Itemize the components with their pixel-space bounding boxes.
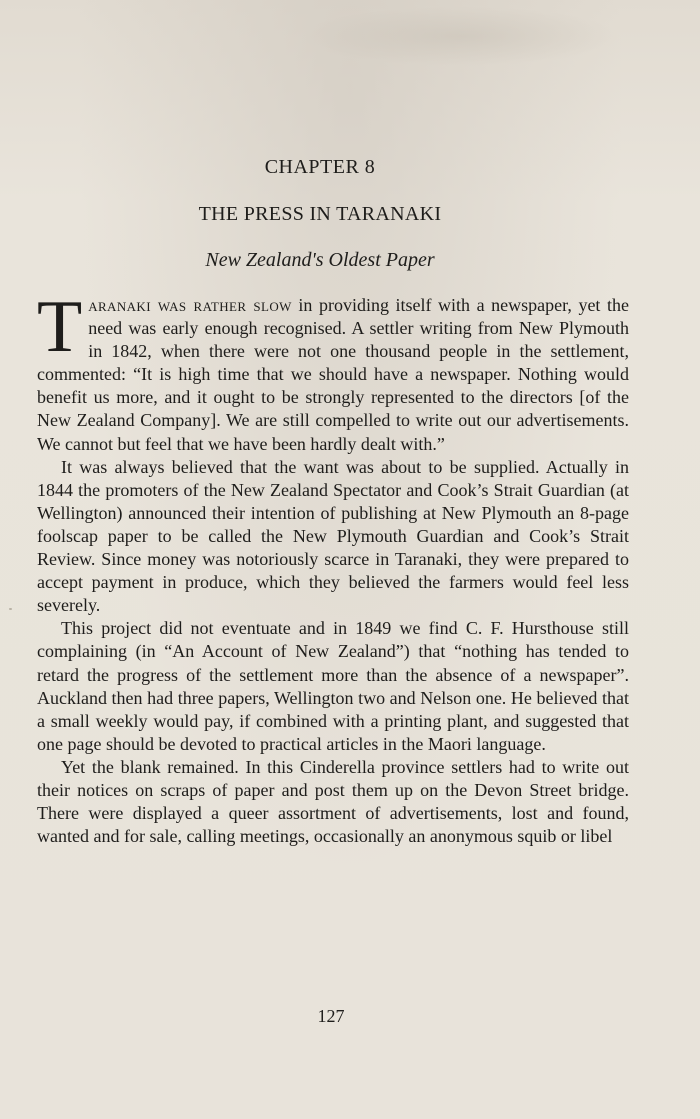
- paragraph-4: Yet the blank remained. In this Cinderella province settlers had to write out their notices on scraps of paper and post them up on the Devon Street bridge. There were displayed a queer assortment of advertisements, lost and found, wanted and for sale, calling meetings, occasionally an anonymous squib or libel: [37, 756, 629, 847]
- chapter-title: THE PRESS IN TARANAKI: [198, 203, 442, 225]
- paragraph-1-text: in providing itself with a newspaper, yet the need was early enough recognised. A settler writing from New Plymouth in 1842, when there were not one thousand people in the settlement, commented: “It is high time that we should have a newspaper. Nothing would benefit us more, and it ought to be strongly represented to the directors [of the New Zealand Company]. We are still compelled to write out our advertisements. We cannot but feel that we have been hardly dealt with.”: [37, 295, 629, 454]
- bleed-through-shadow: [300, 6, 620, 66]
- paragraph-2: It was always believed that the want was about to be supplied. Actually in 1844 the promoters of the New Zealand Spectator and Cook’s Strait Guardian (at Wellington) announced their intention of publishing at New Plymouth an 8-page foolscap paper to be called the New Plymouth Guardian and Cook’s Strait Review. Since money was notoriously scarce in Taranaki, they were prepared to accept payment in produce, which they believed the farmers would feel less severely.: [37, 456, 629, 616]
- drop-cap: T: [37, 286, 83, 368]
- page-number: 127: [317, 1006, 345, 1026]
- paragraph-3: This project did not eventuate and in 1849 we find C. F. Hursthouse still complaining (in “An Account of New Zealand”) that “nothing has tended to retard the progress of the settlement more than the absence of a newspaper”. Auckland then had three papers, Wellington two and Nelson one. He believed that a small weekly would pay, if combined with a printing plant, and suggested that one page should be devoted to practical articles in the Maori language.: [37, 618, 629, 754]
- chapter-heading: CHAPTER 8: [264, 156, 376, 178]
- paper-speck: [9, 608, 12, 610]
- chapter-subtitle: New Zealand's Oldest Paper: [205, 249, 435, 271]
- opening-small-caps: aranaki was rather slow: [88, 295, 292, 315]
- paragraph-1: [37, 286, 629, 456]
- body-text: [37, 286, 629, 848]
